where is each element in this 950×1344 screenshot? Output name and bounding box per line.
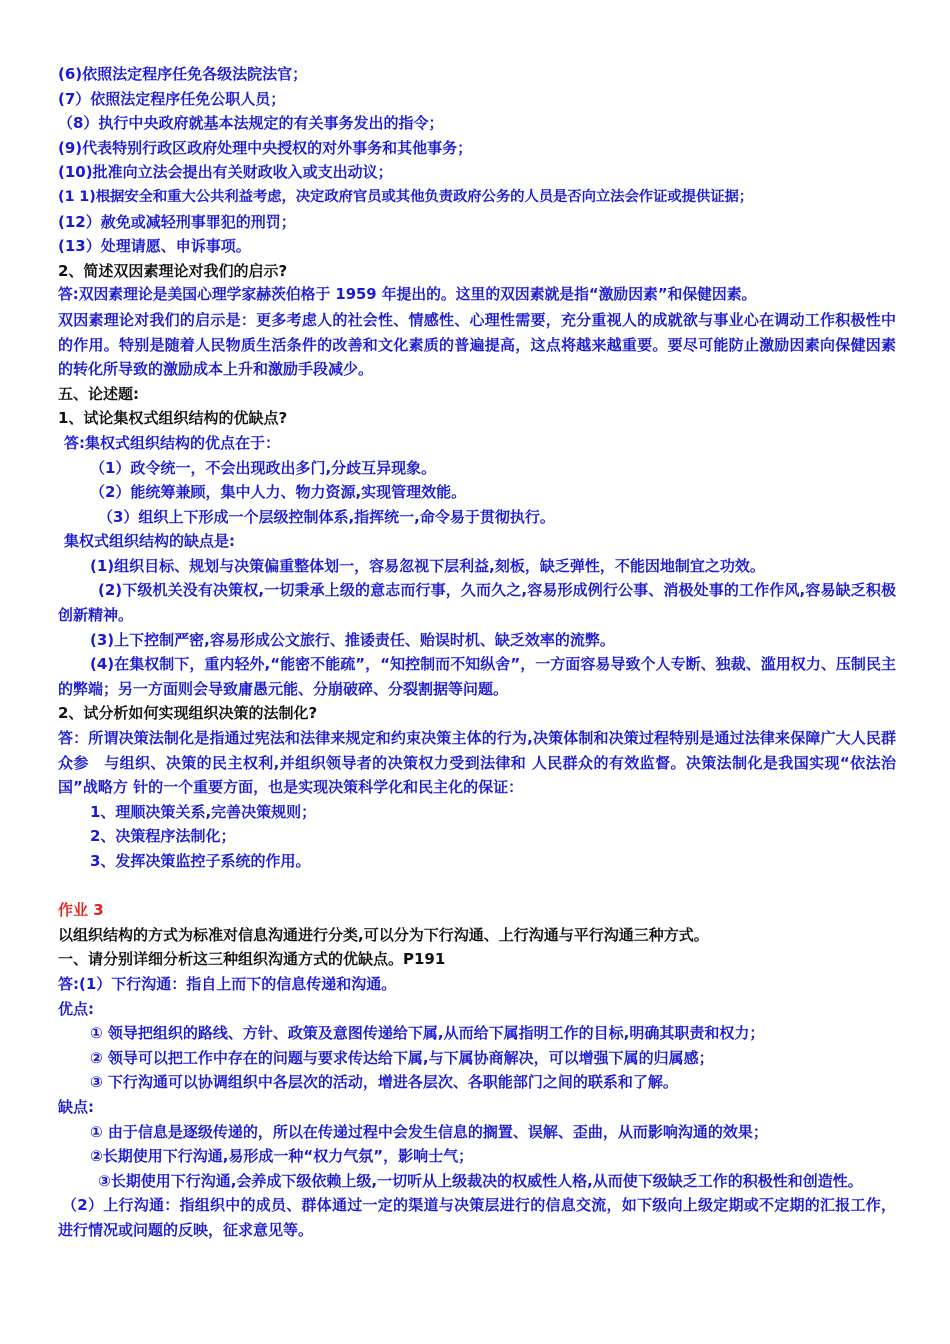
list-item: (1)组织目标、规划与决策偏重整体划一，容易忽视下层利益,刻板，缺乏弹性，不能因地制宜之功效。 <box>90 556 765 575</box>
text-line: (10)批准向立法会提出有关财政收入或支出动议； <box>58 163 393 182</box>
list-item: 1、理顺决策关系,完善决策规则； <box>90 802 317 821</box>
list-item: (3)上下控制严密,容易形成公文旅行、推诿责任、贻误时机、缺乏效率的流弊。 <box>90 630 615 649</box>
spacer <box>58 874 896 899</box>
list-item: ③长期使用下行沟通,会养成下级依赖上级,一切听从上级裁决的权威性人格,从而使下级缺乏工作的积极性和创造性。 <box>98 1171 863 1190</box>
text-line: (12）赦免或减轻刑事罪犯的刑罚； <box>58 212 296 231</box>
document-page <box>58 62 896 1243</box>
list-item: 3、发挥决策监控子系统的作用。 <box>90 852 311 870</box>
list-item: ②长期使用下行沟通,易形成一种“权力气氛”，影响士气； <box>90 1147 474 1166</box>
subheading-advantages: 优点: <box>58 999 94 1018</box>
answer-intro: 答:(1）下行沟通：指自上而下的信息传递和沟通。 <box>58 974 397 993</box>
text-line: (6)依照法定程序任免各级法院法官； <box>58 65 308 83</box>
list-item: 2、决策程序法制化； <box>90 827 236 846</box>
subheading-disadvantages: 缺点: <box>58 1097 94 1116</box>
section-heading: 五、论述题: <box>58 384 139 403</box>
intro-text: 以组织结构的方式为标准对信息沟通进行分类,可以分为下行沟通、上行沟通与平行沟通三种方式。 <box>58 925 709 944</box>
text-line: （8）执行中央政府就基本法规定的有关事务发出的指令； <box>58 114 444 133</box>
question-heading: 一、请分别详细分析这三种组织沟通方式的优缺点。P191 <box>58 950 446 969</box>
list-item: (2)下级机关没有决策权,一切秉承上级的意志而行事，久而久之,容易形成例行公事、消极处事的工作作风,容易缺乏积极创新精神。 <box>58 581 896 625</box>
list-item: ① 由于信息是逐级传递的，所以在传递过程中会发生信息的搁置、误解、歪曲，从而影响沟通的效果； <box>90 1122 768 1141</box>
list-item: ① 领导把组织的路线、方针、政策及意图传递给下属,从而给下属指明工作的目标,明确其职责和权力； <box>90 1024 765 1043</box>
question-heading: 1、试论集权式组织结构的优缺点? <box>58 409 288 428</box>
answer-intro: 答:集权式组织结构的优点在于： <box>64 433 281 452</box>
list-item: （3）组织上下形成一个层级控制体系,指挥统一,命令易于贯彻执行。 <box>98 507 555 526</box>
question-heading: 2、试分析如何实现组织决策的法制化? <box>58 704 318 723</box>
text-line: (7）依照法定程序任免公职人员； <box>58 89 286 108</box>
question-heading: 2、简述双因素理论对我们的启示? <box>58 261 288 280</box>
text-line: (9)代表特别行政区政府处理中央授权的对外事务和其他事务； <box>58 138 473 157</box>
list-item: （1）政令统一，不会出现政出多门,分歧互异现象。 <box>90 458 437 477</box>
answer-paragraph: 答：所谓决策法制化是指通过宪法和法律来规定和约束决策主体的行为,决策体制和决策过程特别是通过法律来保障广大人民群众参 与组织、决策的民主权利,并组织领导者的决策权力受到法律和 人民群众的有效监督。决策法制化是我国实现“依法治国”战略方 针的一个重要方面，也是实现决策科学化和民主化的保证： <box>58 729 896 797</box>
answer-paragraph: 双因素理论对我们的启示是：更多考虑人的社会性、情感性、心理性需要，充分重视人的成就欲与事业心在调动工作积极性中的作用。特别是随着人民物质生活条件的改善和文化素质的普遍提高，这点将越来越重要。要尽可能防止激励因素向保健因素的转化所导致的激励成本上升和激励手段减少。 <box>58 310 896 379</box>
list-item: ③ 下行沟通可以协调组织中各层次的活动，增进各层次、各职能部门之间的联系和了解。 <box>90 1073 678 1092</box>
text-line: (1 1)根据安全和重大公共利益考虑，决定政府官员或其他负责政府公务的人员是否向立法会作证或提供证据； <box>58 188 754 205</box>
list-item: (4)在集权制下，重内轻外,“能密不能疏”，“知控制而不知纵舍”，一方面容易导致个人专断、独裁、滥用权力、压制民主的弊端；另一方面则会导致庸愚元能、分崩破碎、分裂割据等问题。 <box>58 655 896 698</box>
list-item: （2）能统筹兼顾，集中人力、物力资源,实现管理效能。 <box>90 483 467 502</box>
answer-intro: 集权式组织结构的缺点是: <box>64 532 235 551</box>
answer-paragraph: 答:双因素理论是美国心理学家赫茨伯格于 1959 年提出的。这里的双因素就是指“激励因素”和保健因素。 <box>58 286 757 304</box>
text-line: (13）处理请愿、申诉事项。 <box>58 237 251 256</box>
assignment-title: 作业 3 <box>58 901 104 920</box>
answer-paragraph: （2）上行沟通：指组织中的成员、群体通过一定的渠道与决策层进行的信息交流，如下级向上级定期或不定期的汇报工作，进行情况或问题的反映，征求意见等。 <box>58 1196 896 1239</box>
list-item: ② 领导可以把工作中存在的问题与要求传达给下属,与下属协商解决，可以增强下属的归属感； <box>90 1048 714 1067</box>
